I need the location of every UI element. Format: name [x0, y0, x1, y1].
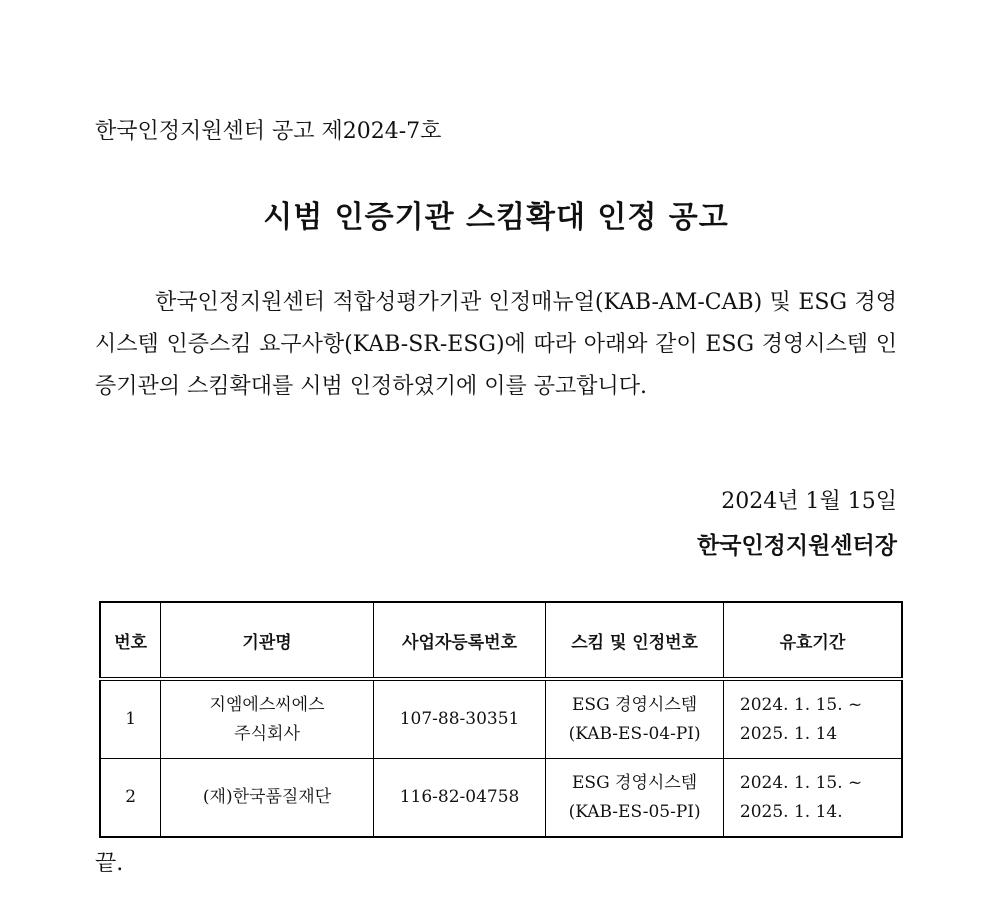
notice-date: 2024년 1월 15일 — [721, 489, 897, 514]
period-to: 2025. 1. 14. — [739, 801, 843, 822]
header-biz-no: 사업자등록번호 — [373, 602, 546, 679]
cell-biz-no: 107-88-30351 — [373, 679, 546, 759]
period-from: 2024. 1. 15. ~ — [739, 694, 863, 715]
header-period: 유효기간 — [723, 602, 902, 679]
cell-scheme — [546, 679, 724, 759]
notice-number: 한국인정지원센터 공고 제2024-7호 — [95, 119, 442, 144]
org-line: 지엠에스씨에스 — [209, 694, 325, 715]
signer: 한국인정지원센터장 — [697, 532, 897, 559]
table-row — [100, 759, 902, 838]
cell-no: 2 — [100, 759, 161, 838]
scheme-name: ESG 경영시스템 — [572, 694, 698, 715]
cert-number: (KAB-ES-05-PI) — [568, 801, 701, 822]
cell-period — [723, 679, 902, 759]
cell-biz-no: 116-82-04758 — [373, 759, 546, 838]
header-scheme: 스킴 및 인정번호 — [546, 602, 724, 679]
cell-no: 1 — [100, 679, 161, 759]
cell-period — [723, 759, 902, 838]
table-header-row — [100, 602, 902, 679]
org-line: 주식회사 — [234, 723, 300, 744]
body-paragraph: 한국인정지원센터 적합성평가기관 인정매뉴얼(KAB-AM-CAB) 및 ESG 경영시스템 인증스킴 요구사항(KAB-SR-ESG)에 따라 아래와 같이 ESG 경영시스템 인증기관의 스킴확대를 시범 인정하였기에 이를 공고합니다. — [95, 290, 897, 399]
end-mark: 끝. — [95, 851, 124, 876]
period-to: 2025. 1. 14 — [739, 723, 838, 744]
scheme-name: ESG 경영시스템 — [572, 772, 698, 793]
cell-org — [161, 679, 373, 759]
document-title: 시범 인증기관 스킴확대 인정 공고 — [263, 200, 729, 235]
cell-scheme — [546, 759, 724, 838]
cell-org: (재)한국품질재단 — [161, 759, 373, 838]
table-row — [100, 679, 902, 759]
header-no: 번호 — [100, 602, 161, 679]
period-from: 2024. 1. 15. ~ — [739, 772, 863, 793]
header-org: 기관명 — [161, 602, 373, 679]
cert-number: (KAB-ES-04-PI) — [568, 723, 701, 744]
accreditation-table — [99, 601, 903, 838]
